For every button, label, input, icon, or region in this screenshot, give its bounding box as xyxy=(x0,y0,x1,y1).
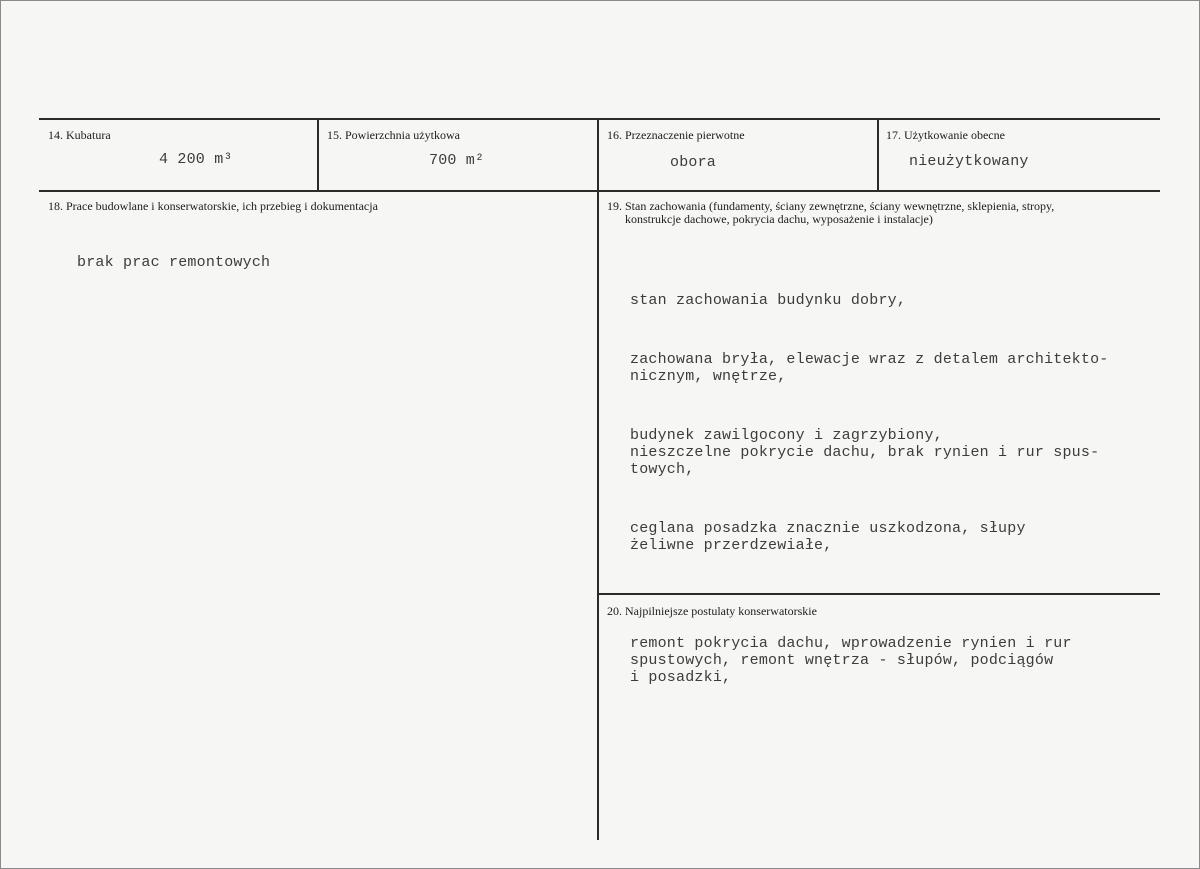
field-19-label-line1: 19. Stan zachowania (fundamenty, ściany zewnętrzne, ściany wewnętrzne, sklepienia, stropy, xyxy=(607,199,1055,213)
field-16-label: 16. Przeznaczenie pierwotne xyxy=(607,128,745,142)
field-19-value xyxy=(630,258,1108,596)
field-15-label: 15. Powierzchnia użytkowa xyxy=(327,128,460,142)
condition-paragraph: stan zachowania budynku dobry, xyxy=(630,292,907,309)
field-17-value: nieużytkowany xyxy=(909,153,1029,170)
field-14-value: 4 200 m³ xyxy=(159,151,233,168)
field-18-value: brak prac remontowych xyxy=(77,254,271,271)
field-16-value: obora xyxy=(670,154,717,171)
col-divider-16-17 xyxy=(877,118,879,192)
field-15-value: 700 m² xyxy=(429,152,485,169)
condition-paragraph: budynek zawilgocony i zagrzybiony, nieszczelne pokrycie dachu, brak rynien i rur spus- towych, xyxy=(630,427,1100,478)
field-20-label: 20. Najpilniejsze postulaty konserwatorskie xyxy=(607,604,817,618)
field-17-label: 17. Użytkowanie obecne xyxy=(886,128,1005,142)
field-20-value: remont pokrycia dachu, wprowadzenie rynien i rur spustowych, remont wnętrza - słupów, podciągów i posadzki, xyxy=(630,635,1072,686)
condition-paragraph: ceglana posadzka znacznie uszkodzona, słupy żeliwne przerdzewiałe, xyxy=(630,520,1026,554)
field-19-label-line2: konstrukcje dachowe, pokrycia dachu, wyposażenie i instalacje) xyxy=(625,212,933,226)
row-divider xyxy=(39,190,1160,192)
condition-paragraph: zachowana bryła, elewacje wraz z detalem architekto- nicznym, wnętrze, xyxy=(630,351,1109,385)
field-18-label: 18. Prace budowlane i konserwatorskie, ich przebieg i dokumentacja xyxy=(48,199,378,213)
col-divider-14-15 xyxy=(317,118,319,192)
field-14-label: 14. Kubatura xyxy=(48,128,111,142)
field-19-label xyxy=(607,200,1054,226)
top-rule xyxy=(39,118,1160,120)
col-divider-15-16 xyxy=(597,118,599,840)
